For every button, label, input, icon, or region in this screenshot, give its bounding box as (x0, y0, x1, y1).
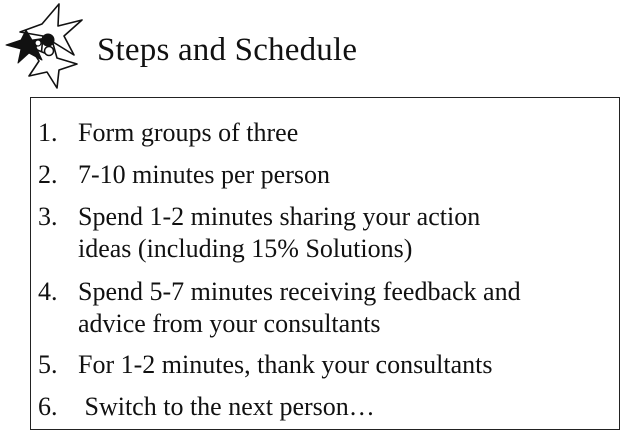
steps-box (30, 97, 620, 430)
step-text: Spend 5-7 minutes receiving feedback and (78, 277, 521, 306)
page-title: Steps and Schedule (97, 32, 358, 68)
circle-accent-small (35, 40, 41, 46)
stars-icon (2, 0, 92, 90)
step-number: 4. (38, 277, 58, 306)
step-number: 3. (38, 202, 58, 231)
step-number: 1. (38, 118, 58, 147)
step-number: 6. (38, 392, 58, 421)
step-number: 5. (38, 350, 58, 379)
step-text: Switch to the next person… (78, 392, 375, 421)
step-text: 7-10 minutes per person (78, 160, 331, 189)
step-text: Form groups of three (78, 118, 299, 147)
step-number: 2. (38, 160, 58, 189)
step-text-line2: ideas (including 15% Solutions) (78, 234, 413, 263)
step-text: For 1-2 minutes, thank your consultants (78, 350, 493, 379)
circle-accent-dark (42, 34, 55, 47)
circle-accent-light (45, 47, 54, 56)
step-text: Spend 1-2 minutes sharing your action (78, 202, 481, 231)
step-text-line2: advice from your consultants (78, 309, 381, 338)
